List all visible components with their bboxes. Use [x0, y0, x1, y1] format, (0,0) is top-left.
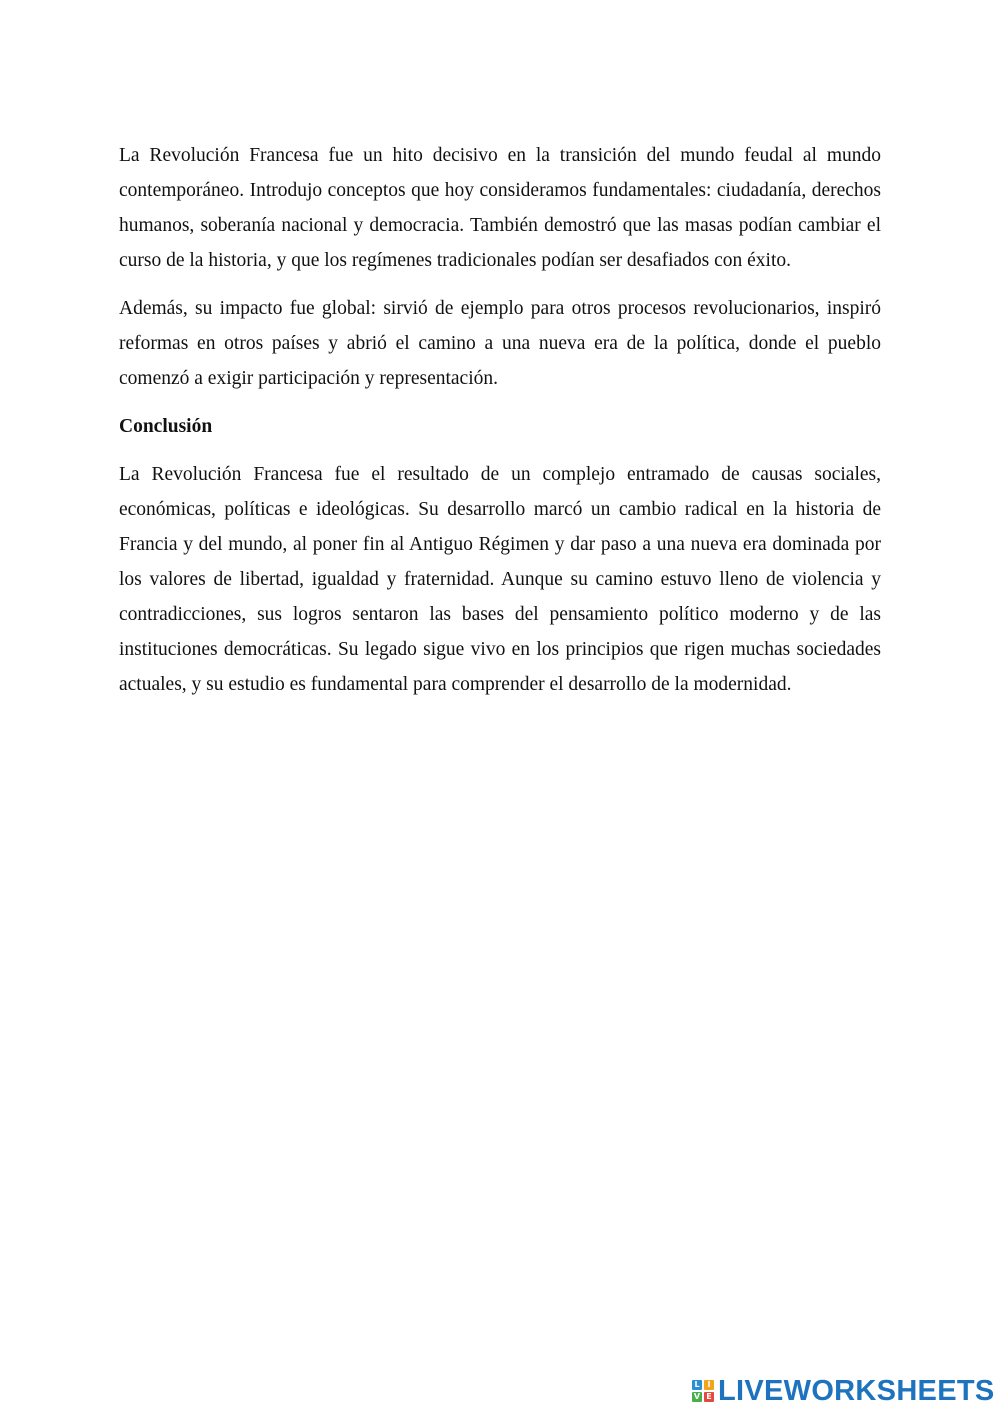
conclusion-heading: Conclusión	[119, 416, 213, 437]
liveworksheets-logo	[692, 1374, 995, 1408]
logo-badge-letter: L	[692, 1380, 702, 1390]
document-body	[119, 138, 881, 715]
impact-paragraph: Además, su impacto fue global: sirvió de ejemplo para otros procesos revolucionarios, inspiró reformas en otros países y abrió el camino a una nueva era de la política, donde el pueblo comenzó a exigir participación y representación.	[119, 298, 881, 389]
logo-badge-letter: E	[704, 1392, 714, 1402]
logo-badge-icon	[692, 1380, 714, 1402]
logo-badge-letter: I	[704, 1380, 714, 1390]
intro-paragraph: La Revolución Francesa fue un hito decisivo en la transición del mundo feudal al mundo contemporáneo. Introdujo conceptos que hoy consideramos fundamentales: ciudadanía, derechos humanos, soberanía nacional y democracia. También demostró que las masas podían cambiar el curso de la historia, y que los regímenes tradicionales podían ser desafiados con éxito.	[119, 145, 881, 271]
logo-text: LIVEWORKSHEETS	[718, 1375, 995, 1407]
logo-badge-letter: V	[693, 1392, 701, 1401]
conclusion-paragraph: La Revolución Francesa fue el resultado de un complejo entramado de causas sociales, económicas, políticas e ideológicas. Su desarrollo marcó un cambio radical en la historia de Francia y del mundo, al poner fin al Antiguo Régimen y dar paso a una nueva era dominada por los valores de libertad, igualdad y fraternidad. Aunque su camino estuvo lleno de violencia y contradicciones, sus logros sentaron las bases del pensamiento político moderno y de las instituciones democráticas. Su legado sigue vivo en los principios que rigen muchas sociedades actuales, y su estudio es fundamental para comprender el desarrollo de la modernidad.	[119, 464, 881, 695]
